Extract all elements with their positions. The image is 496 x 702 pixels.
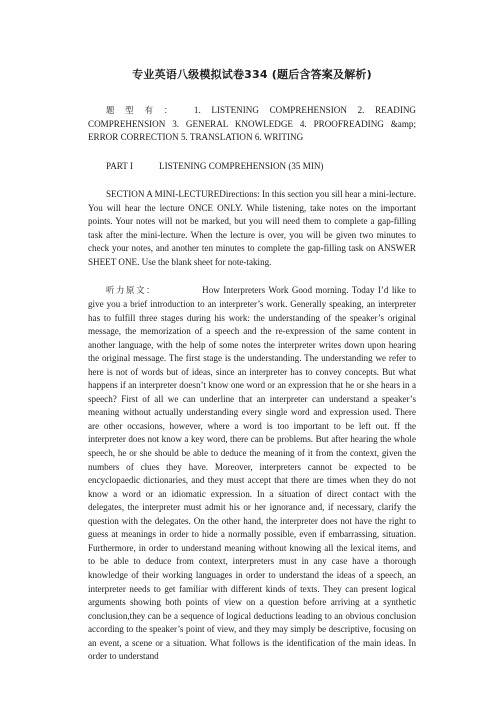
question-types-text: 1. LISTENING COMPREHENSION 2. READING COMPREHENSION 3. GENERAL KNOWLEDGE 4. PROOFREADING &amp; ERROR CORRECTION 5. TRANSLATION 6. WRITING xyxy=(88,105,417,143)
question-types-label: 题型有： xyxy=(106,105,184,115)
part-heading: PART I xyxy=(106,160,134,171)
script-text: How Interpreters Work Good morning. Today I’d like to give you a brief introduction to an interpreter’s work. Generally speaking, an interpreter has to fulfill three stages during his work: the understanding of the speaker’s original message, the memorization of a speech and the re-expression of the same content in another language, with the help of some notes the interpreter writes down upon hearing the original message. The first stage is the understanding. The understanding we refer to here is not of words but of ideas, since an interpreter has to convey concepts. But what happens if an interpreter doesn’t know one word or an expression that he or she hears in a speech? First of all we can underline that an interpreter can understand a speaker’s meaning without actually understanding every single word and expression used. There are other occasions, however, where a word is too important to be left out. ff the interpreter does not know a key word, there can be problems. But after hearing the whole speech, he or she should be able to deduce the meaning of it from the context, given the numbers of clues they have. Moreover, interpreters cannot be expected to be encyclopaedic dictionaries, and they must accept that there are times when they do not know a word or an idiomatic expression. In a situation of direct contact with the delegates, the interpreter must admit his or her ignorance and, if necessary, clarify the question with the delegates. On the other hand, the interpreter does not have the right to guess at meanings in order to hide a normally possible, even if embarrassing, situation. Furthermore, in order to understand meaning without knowing all the lexical items, and to be able to deduce from context, interpreters must in any case have a thorough knowledge of their working languages in order to understand the ideas of a speech, an interpreter needs to get familiar with different kinds of texts. They can present logical arguments showing both points of view on a question before arriving at a synthetic conclusion,they can be a sequence of logical deductions leading to an obvious conclusion according to the speaker’s point of view, and they may simply be descriptive, focusing on an event, a scene or a situation. What follows is the identification of the main ideas. In order to understand xyxy=(88,285,416,662)
question-types xyxy=(88,104,416,145)
part-heading-line xyxy=(88,160,416,174)
listening-script xyxy=(88,284,416,663)
document-title: 专业英语八级模拟试卷334 (题后含答案及解析) xyxy=(132,68,372,81)
section-a-directions: SECTION A MINI-LECTUREDirections: In this section you sill hear a mini-lecture. You will hear the lecture ONCE ONLY. While listening, take notes on the important points. Your notes will not be marked, but you will need them to complete a gap-filling task after the mini-lecture. When the lecture is over, you will be given two minutes to check your notes, and another ten minutes to complete the gap-filling task on ANSWER SHEET ONE. Use the blank sheet for note-taking. xyxy=(88,189,416,267)
script-label: 听力原文： xyxy=(106,285,157,296)
part-time: (35 MIN) xyxy=(288,160,324,171)
part-title: LISTENING COMPREHENSION xyxy=(159,160,287,171)
